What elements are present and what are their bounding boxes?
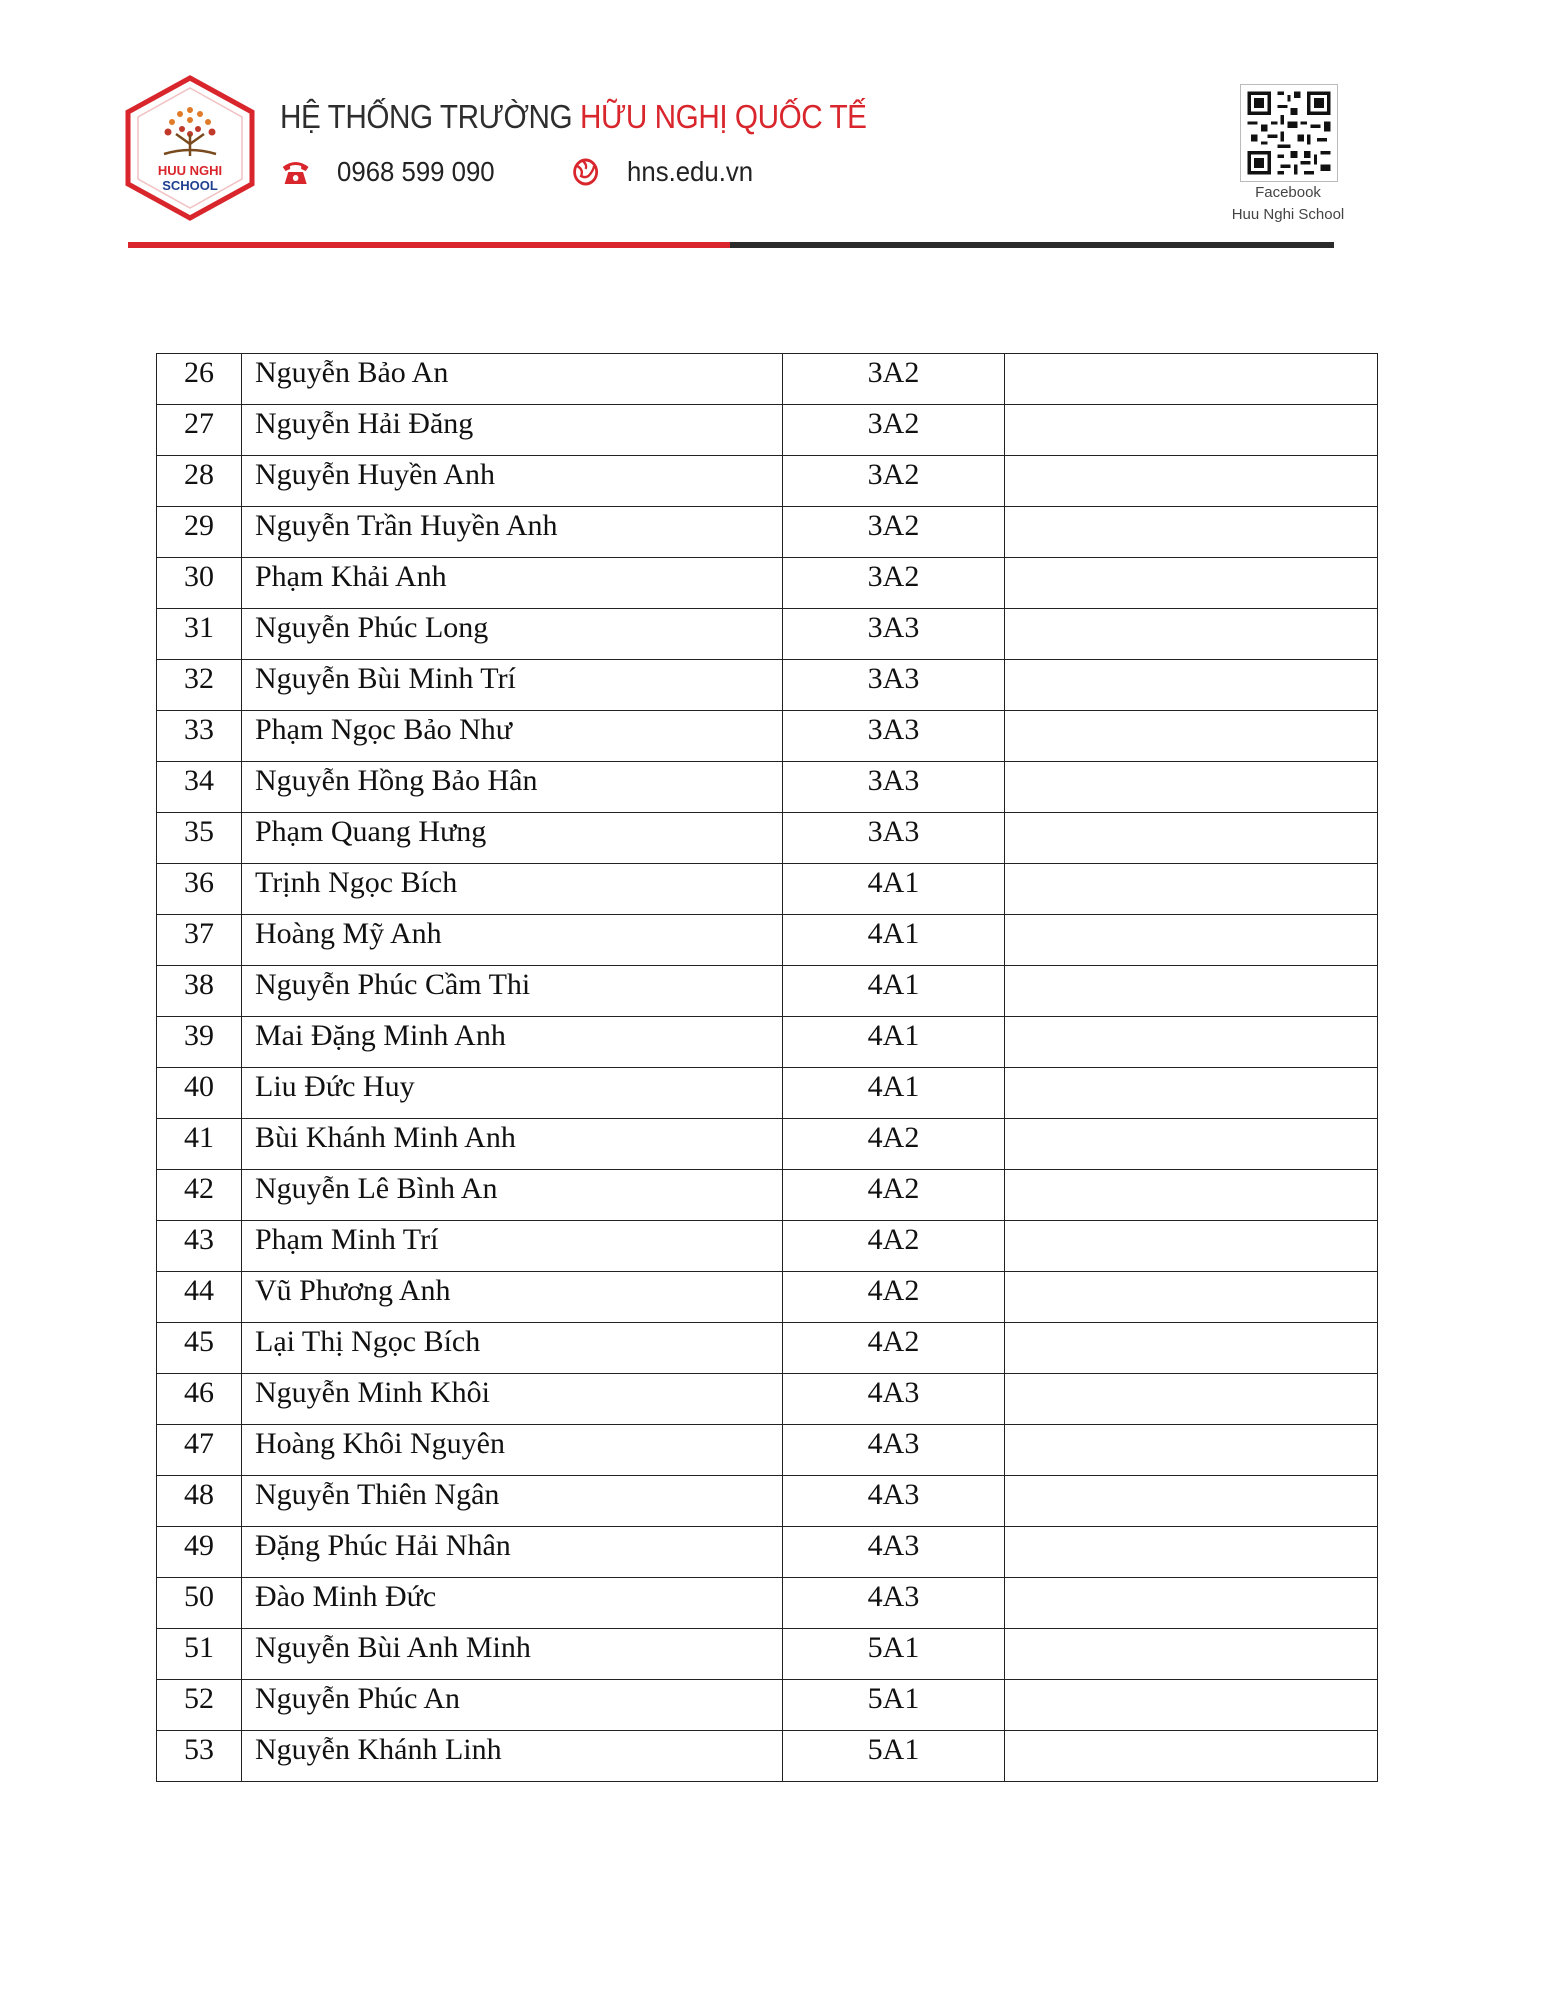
table-row [157, 609, 1378, 660]
student-name-cell: Bùi Khánh Minh Anh [242, 1119, 783, 1170]
row-number-cell: 38 [157, 966, 242, 1017]
website-contact [570, 152, 753, 192]
row-number-cell: 48 [157, 1476, 242, 1527]
row-number-cell: 39 [157, 1017, 242, 1068]
row-number-cell: 28 [157, 456, 242, 507]
notes-cell [1005, 1476, 1378, 1527]
class-cell: 5A1 [783, 1731, 1005, 1782]
row-number-cell: 30 [157, 558, 242, 609]
row-number-cell: 29 [157, 507, 242, 558]
table-row [157, 1476, 1378, 1527]
row-number-cell: 40 [157, 1068, 242, 1119]
row-number-cell: 33 [157, 711, 242, 762]
row-number-cell: 43 [157, 1221, 242, 1272]
class-cell: 4A3 [783, 1425, 1005, 1476]
student-name-cell: Nguyễn Bảo An [242, 354, 783, 405]
notes-cell [1005, 915, 1378, 966]
table-row [157, 1221, 1378, 1272]
class-cell: 4A2 [783, 1170, 1005, 1221]
student-name-cell: Nguyễn Khánh Linh [242, 1731, 783, 1782]
row-number-cell: 47 [157, 1425, 242, 1476]
student-name-cell: Nguyễn Phúc An [242, 1680, 783, 1731]
class-cell: 4A2 [783, 1272, 1005, 1323]
student-name-cell: Hoàng Khôi Nguyên [242, 1425, 783, 1476]
notes-cell [1005, 1527, 1378, 1578]
notes-cell [1005, 1629, 1378, 1680]
table-row [157, 1629, 1378, 1680]
table-row [157, 456, 1378, 507]
header-rule-red [128, 242, 730, 248]
table-row [157, 660, 1378, 711]
student-name-cell: Nguyễn Trần Huyền Anh [242, 507, 783, 558]
table-row [157, 507, 1378, 558]
notes-cell [1005, 813, 1378, 864]
table-row [157, 915, 1378, 966]
student-name-cell: Nguyễn Bùi Minh Trí [242, 660, 783, 711]
notes-cell [1005, 660, 1378, 711]
student-name-cell: Trịnh Ngọc Bích [242, 864, 783, 915]
header-rule-dark [730, 242, 1334, 248]
notes-cell [1005, 966, 1378, 1017]
title-prefix: HỆ THỐNG TRƯỜNG [280, 98, 580, 135]
student-name-cell: Lại Thị Ngọc Bích [242, 1323, 783, 1374]
table-row [157, 864, 1378, 915]
row-number-cell: 32 [157, 660, 242, 711]
student-name-cell: Liu Đức Huy [242, 1068, 783, 1119]
row-number-cell: 26 [157, 354, 242, 405]
row-number-cell: 41 [157, 1119, 242, 1170]
class-cell: 5A1 [783, 1680, 1005, 1731]
class-cell: 4A3 [783, 1527, 1005, 1578]
phone-number: 0968 599 090 [337, 156, 495, 187]
table-row [157, 1425, 1378, 1476]
student-name-cell: Phạm Quang Hưng [242, 813, 783, 864]
table-row [157, 762, 1378, 813]
table-row [157, 1119, 1378, 1170]
notes-cell [1005, 762, 1378, 813]
student-name-cell: Vũ Phương Anh [242, 1272, 783, 1323]
table-row [157, 1068, 1378, 1119]
table-row [157, 1170, 1378, 1221]
notes-cell [1005, 1680, 1378, 1731]
class-cell: 3A3 [783, 813, 1005, 864]
notes-cell [1005, 1374, 1378, 1425]
qr-caption-line1: Facebook [1255, 184, 1321, 201]
notes-cell [1005, 1017, 1378, 1068]
class-cell: 4A1 [783, 966, 1005, 1017]
student-name-cell: Nguyễn Phúc Long [242, 609, 783, 660]
row-number-cell: 37 [157, 915, 242, 966]
student-name-cell: Phạm Ngọc Bảo Như [242, 711, 783, 762]
phone-icon [280, 157, 311, 187]
student-name-cell: Nguyễn Hải Đăng [242, 405, 783, 456]
class-cell: 4A2 [783, 1119, 1005, 1170]
row-number-cell: 46 [157, 1374, 242, 1425]
class-cell: 3A3 [783, 660, 1005, 711]
notes-cell [1005, 1731, 1378, 1782]
row-number-cell: 51 [157, 1629, 242, 1680]
notes-cell [1005, 558, 1378, 609]
row-number-cell: 44 [157, 1272, 242, 1323]
class-cell: 3A2 [783, 456, 1005, 507]
phone-contact [280, 152, 495, 192]
notes-cell [1005, 1170, 1378, 1221]
notes-cell [1005, 507, 1378, 558]
class-cell: 4A2 [783, 1323, 1005, 1374]
logo-text-top: HUU NGHI [157, 163, 223, 178]
class-cell: 3A2 [783, 354, 1005, 405]
qr-caption-line2: Huu Nghi School [1231, 206, 1345, 223]
row-number-cell: 36 [157, 864, 242, 915]
table-row [157, 405, 1378, 456]
notes-cell [1005, 1578, 1378, 1629]
notes-cell [1005, 456, 1378, 507]
student-name-cell: Phạm Khải Anh [242, 558, 783, 609]
student-name-cell: Nguyễn Phúc Cầm Thi [242, 966, 783, 1017]
table-row [157, 1017, 1378, 1068]
notes-cell [1005, 711, 1378, 762]
class-cell: 4A3 [783, 1374, 1005, 1425]
row-number-cell: 52 [157, 1680, 242, 1731]
class-cell: 3A2 [783, 507, 1005, 558]
class-cell: 4A3 [783, 1578, 1005, 1629]
notes-cell [1005, 1221, 1378, 1272]
table-row [157, 558, 1378, 609]
row-number-cell: 50 [157, 1578, 242, 1629]
row-number-cell: 27 [157, 405, 242, 456]
class-cell: 4A1 [783, 915, 1005, 966]
class-cell: 3A3 [783, 711, 1005, 762]
notes-cell [1005, 1323, 1378, 1374]
class-cell: 4A2 [783, 1221, 1005, 1272]
table-row [157, 1578, 1378, 1629]
table-row [157, 1272, 1378, 1323]
class-cell: 4A3 [783, 1476, 1005, 1527]
row-number-cell: 42 [157, 1170, 242, 1221]
row-number-cell: 45 [157, 1323, 242, 1374]
row-number-cell: 31 [157, 609, 242, 660]
student-name-cell: Phạm Minh Trí [242, 1221, 783, 1272]
class-cell: 3A2 [783, 558, 1005, 609]
student-name-cell: Nguyễn Thiên Ngân [242, 1476, 783, 1527]
notes-cell [1005, 405, 1378, 456]
row-number-cell: 35 [157, 813, 242, 864]
notes-cell [1005, 864, 1378, 915]
class-cell: 3A2 [783, 405, 1005, 456]
class-cell: 4A1 [783, 864, 1005, 915]
notes-cell [1005, 1272, 1378, 1323]
table-row [157, 1731, 1378, 1782]
student-name-cell: Nguyễn Huyền Anh [242, 456, 783, 507]
table-row [157, 354, 1378, 405]
school-system-title [280, 98, 867, 136]
student-name-cell: Nguyễn Minh Khôi [242, 1374, 783, 1425]
student-name-cell: Hoàng Mỹ Anh [242, 915, 783, 966]
table-row [157, 1680, 1378, 1731]
class-cell: 4A1 [783, 1068, 1005, 1119]
website-url: hns.edu.vn [627, 156, 754, 187]
logo-text-bottom: SCHOOL [162, 178, 218, 193]
student-name-cell: Đặng Phúc Hải Nhân [242, 1527, 783, 1578]
class-cell: 3A3 [783, 609, 1005, 660]
qr-caption [1200, 182, 1376, 226]
table-row [157, 813, 1378, 864]
student-name-cell: Mai Đặng Minh Anh [242, 1017, 783, 1068]
notes-cell [1005, 354, 1378, 405]
student-name-cell: Nguyễn Hồng Bảo Hân [242, 762, 783, 813]
class-cell: 5A1 [783, 1629, 1005, 1680]
table-row [157, 1527, 1378, 1578]
title-highlight: HỮU NGHỊ QUỐC TẾ [579, 98, 867, 135]
student-name-cell: Nguyễn Bùi Anh Minh [242, 1629, 783, 1680]
class-cell: 3A3 [783, 762, 1005, 813]
row-number-cell: 53 [157, 1731, 242, 1782]
class-cell: 4A1 [783, 1017, 1005, 1068]
row-number-cell: 34 [157, 762, 242, 813]
notes-cell [1005, 1119, 1378, 1170]
table-row [157, 711, 1378, 762]
notes-cell [1005, 1068, 1378, 1119]
globe-icon [570, 157, 601, 187]
notes-cell [1005, 609, 1378, 660]
table-row [157, 1323, 1378, 1374]
table-row [157, 1374, 1378, 1425]
student-table [156, 353, 1378, 1782]
student-name-cell: Đào Minh Đức [242, 1578, 783, 1629]
notes-cell [1005, 1425, 1378, 1476]
table-row [157, 966, 1378, 1017]
student-name-cell: Nguyễn Lê Bình An [242, 1170, 783, 1221]
row-number-cell: 49 [157, 1527, 242, 1578]
student-table-body [157, 354, 1378, 1782]
